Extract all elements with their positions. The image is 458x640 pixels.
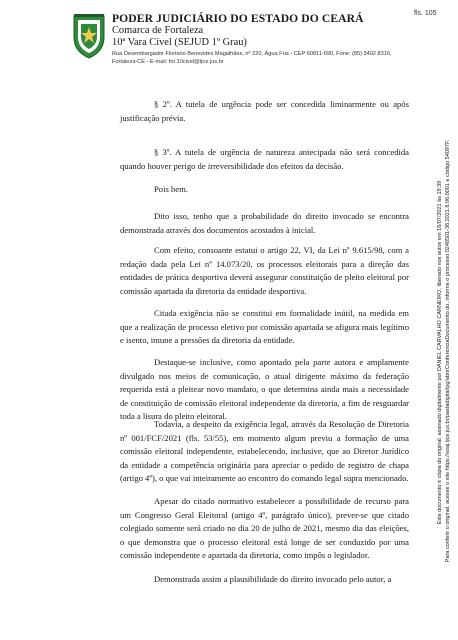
paragraph-4	[120, 210, 409, 237]
signature-stamp-line-2: Para conferir o original, acesse o site https://esaj.tjce.jus.br/pastadigital/pg/abrirConferenciaDocumento.do, informe o processo 0248501-38.2021.8.06.0001 e código 54097F.	[445, 139, 451, 563]
paragraph-8-text: Todavia, a despeito da exigência legal, através da Resolução de Diretoria nº 001/FCF/2021 (fls. 53/55), em momento algum previu a formação de uma comissão eleitoral independente, estabelecendo, inclusive, que ao Diretor Jurídico da entidade a competência originária para apreciar o pedido de registro de chapa (artigo 4º), o que vai inteiramente ao encontro do comando legal supra mencionado.	[120, 419, 409, 484]
page-number: fls. 105	[414, 10, 437, 17]
paragraph-6	[120, 307, 409, 348]
comarca-line: Comarca de Fortaleza	[112, 25, 204, 36]
signature-stamp-line-1: Este documento é cópia do original, assinado digitalmente por DANIEL CARVALHO CARNEIRO, liberado nos autos em 18/07/2021 às 19:39 .	[437, 177, 443, 525]
paragraph-2-text: § 3º. A tutela de urgência de natureza antecipada não será concedida quando houver perigo de irreversibilidade dos efeitos da decisão.	[120, 147, 409, 171]
paragraph-1-text: § 2º. A tutela de urgência pode ser concedida liminarmente ou após justificação prévia.	[120, 99, 409, 123]
institution-title: PODER JUDICIÁRIO DO ESTADO DO CEARÁ	[112, 12, 364, 25]
digital-signature-stamp	[430, 71, 458, 631]
paragraph-9	[120, 495, 409, 563]
paragraph-8	[120, 418, 409, 486]
court-header	[112, 12, 412, 66]
paragraph-3-text: Pois bem.	[154, 184, 188, 194]
paragraph-5-text: Com efeito, consoante estatui o artigo 22, VI, da Lei nº 9.615/98, com a redação dada pela Lei nº 14.073/20, os processos eleitorais para a direção das entidades de prática desportiva deverá assegurar constituição de pleito eleitoral por comissão apartada da diretoria da entidade desportiva.	[120, 245, 409, 296]
address-line-2: Fortaleza-CE - E-mail: for.10civel@tjce.jus.br	[112, 58, 224, 65]
paragraph-4-text: Dito isso, tenho que a probabilidade do direito invocado se encontra demonstrada através dos documentos acostados à inicial.	[120, 211, 409, 235]
address-line-1: Rua Desembargador Floriano Benevides Magalhães, nº 220, Água Fria - CEP 60811-690, Fone: (85) 3492 8316,	[112, 51, 392, 57]
paragraph-10	[120, 573, 409, 587]
court-division-line: 10ª Vara Cível (SEJUD 1º Grau)	[112, 37, 247, 48]
paragraph-5	[120, 244, 409, 298]
paragraph-3	[120, 183, 409, 197]
paragraph-7	[120, 356, 409, 424]
paragraph-10-text: Demonstrada assim a plausibilidade do direito invocado pelo autor, a	[154, 574, 392, 584]
paragraph-1	[120, 98, 409, 125]
paragraph-7-text: Destaque-se inclusive, como apontado pela parte autora e amplamente divulgado nos meios de comunicação, o atual dirigente máximo da federação requerida está a pleitear novo mandato, o que determina ainda mais a necessidade de constituição de comissão eleitoral independente da diretoria, a fim de resguardar toda a lisura do pleito eleitoral.	[120, 357, 409, 422]
paragraph-6-text: Citada exigência não se constitui em formalidade inútil, na medida em que a realização de processo eletivo por comissão apartada se afigura mais legítimo e isento, imune a pressões da diretoria da entidade.	[120, 308, 409, 346]
coat-of-arms-logo	[71, 13, 107, 59]
paragraph-9-text: Apesar do citado normativo estabelecer a possibilidade de recurso para um Congresso Geral Eleitoral (artigo 4º, parágrafo único), prever-se que citado colegiado somente será criado no dia 20 de julho de 2021, mesmo dia das eleições, o que demonstra que o processo eleitoral está longe de ser conduzido por uma comissão independente e apartada da diretoria, como impôs o legislador.	[120, 496, 409, 561]
paragraph-2	[120, 146, 409, 173]
